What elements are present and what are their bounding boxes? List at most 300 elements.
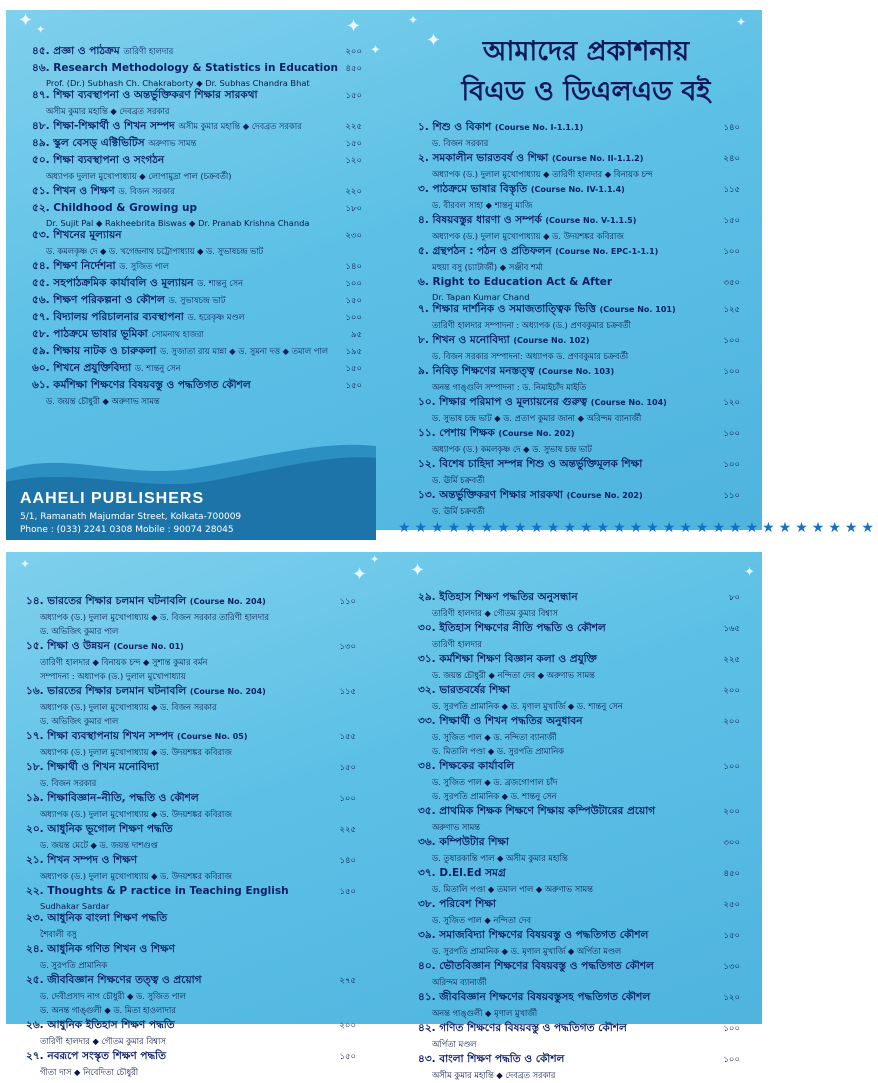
item-number: ৫৮. (32, 328, 50, 340)
book-entry[interactable] (32, 310, 362, 327)
book-price: ১৫০ (345, 91, 362, 101)
item-number: ৩২. (418, 684, 436, 696)
book-price: ১৫০ (339, 763, 356, 773)
book-price: ১৫০ (345, 296, 362, 306)
book-entry[interactable] (418, 151, 740, 182)
item-number: ২৭. (26, 1050, 44, 1062)
book-title: গণিত শিক্ষণের বিষয়বস্তু ও পদ্ধতিগত কৌশল (439, 1022, 627, 1034)
star-icon: ✦ (370, 553, 380, 566)
book-title-line (32, 276, 362, 293)
star-icon: ✦ (744, 565, 755, 580)
book-price: ৮০ (728, 593, 740, 603)
book-title: Right to Education Act & After (432, 276, 613, 288)
star-icon: ✦ (352, 564, 368, 585)
book-title-line (26, 942, 356, 959)
book-authors: ড. অভিজিৎ কুমার পাল (40, 716, 119, 726)
book-title-line (418, 426, 740, 443)
book-title: শিখন ও শিক্ষণ (53, 185, 115, 197)
book-entry[interactable] (32, 327, 362, 344)
book-title-line (418, 120, 740, 137)
book-authors: গীতা দাস ◆ নিবেদিতা চৌধুরী (40, 1067, 139, 1077)
item-number: ৪২. (418, 1022, 436, 1034)
book-title-line (418, 488, 740, 505)
book-authors: তারিণী হালদার (123, 46, 174, 56)
book-price: ৪৫০ (345, 64, 362, 74)
book-authors: ড. অনন্ত গাঙ্গুলী ◆ ড. মিতা হাওলাদার (40, 1005, 176, 1015)
book-price: ১০০ (723, 762, 740, 772)
book-entry[interactable] (418, 182, 740, 213)
book-price: ১০০ (723, 247, 740, 257)
book-title: পেশায় শিক্ষক (439, 427, 495, 439)
book-title-line (418, 714, 740, 731)
item-number: ৭. (418, 303, 429, 315)
item-number: ১৮. (26, 761, 44, 773)
book-title: শিক্ষণ পরিকল্পনা ও কৌশল (53, 294, 165, 306)
course-code: (Course No. 204) (189, 597, 266, 606)
book-title-line (26, 760, 356, 777)
book-title-line (32, 201, 362, 218)
item-number: ৪৮. (32, 120, 50, 132)
book-authors: ড. মিতালি পণ্ডা ◆ তমাল পাল ◆ অরুণাভ সামন্ত (432, 884, 593, 894)
book-price: ৪৫০ (723, 869, 740, 879)
book-entry[interactable] (26, 729, 356, 760)
item-number: ৬১. (32, 379, 50, 391)
book-entry[interactable] (26, 639, 356, 684)
book-entry[interactable] (418, 1052, 740, 1083)
book-entry[interactable] (418, 244, 740, 275)
book-price: ১১৫ (339, 687, 356, 697)
book-authors: মহুয়া বসু (চ্যাটার্জী) ◆ সঞ্জীব শর্মা (432, 262, 543, 272)
star-icon: ✦ (426, 30, 442, 51)
book-price: ২০০ (345, 47, 362, 57)
book-entry[interactable] (26, 1049, 356, 1080)
publisher-phone: Phone : (033) 2241 0308 Mobile : 90074 28045 (20, 525, 234, 535)
book-authors: ড. দেবীপ্রসাদ নাগ চৌধুরী ◆ ড. সুজিত পাল (40, 991, 186, 1001)
book-entry[interactable] (418, 959, 740, 990)
item-number: ২৪. (26, 943, 44, 955)
star-icon: ✦ (408, 13, 419, 27)
book-entry[interactable] (418, 866, 740, 897)
book-entry[interactable] (26, 684, 356, 729)
book-entry[interactable] (32, 119, 362, 136)
headline (436, 32, 736, 112)
item-number: ১৪. (26, 595, 44, 607)
book-authors: তারিণী হালদার ◆ গৌতম কুমার বিশ্বাস (432, 608, 558, 618)
publisher-banner (6, 440, 376, 540)
book-title-line (32, 119, 362, 136)
book-entry[interactable] (32, 88, 362, 119)
book-price: ১০০ (345, 313, 362, 323)
course-code: (Course No. 101) (599, 305, 676, 314)
book-title-line (418, 395, 740, 412)
book-authors: অধ্যাপক (ড.) দুলাল মুখোপাধ্যায় ◆ ড. বিজন সরকার তারিণী হালদার (40, 612, 269, 622)
course-code: (Course No. V-1.1.5) (545, 216, 637, 225)
book-title: ভারতের শিক্ষার চলমান ঘটনাবলি (47, 595, 187, 607)
book-entry[interactable] (418, 364, 740, 395)
item-number: ৫. (418, 245, 429, 257)
book-title-line (26, 594, 356, 611)
book-entry[interactable] (32, 361, 362, 378)
course-code: (Course No. II-1.1.2) (552, 154, 644, 163)
publisher-name: AAHELI PUBLISHERS (20, 490, 205, 507)
book-authors: অর্পিতা মণ্ডল (432, 1039, 477, 1049)
book-price: ১৫৫ (339, 732, 356, 742)
book-price: ১৬৫ (723, 624, 740, 634)
book-entry[interactable] (418, 333, 740, 364)
book-title: নবরূপে সংস্কৃত শিক্ষণ পদ্ধতি (47, 1050, 167, 1062)
book-entry[interactable] (418, 652, 740, 683)
book-entry[interactable] (418, 457, 740, 488)
book-title-line (26, 639, 356, 656)
item-number: ২০. (26, 823, 44, 835)
book-entry[interactable] (26, 853, 356, 884)
book-price: ২০০ (723, 717, 740, 727)
book-title: আধুনিক বাংলা শিক্ষণ পদ্ধতি (47, 912, 168, 924)
book-authors: ড. কমলকৃষ্ণ দে ◆ ড. খগেন্দ্রনাথ চট্টোপাধ্যায় ◆ ড. সুভাষচন্দ্র ভাট (46, 246, 264, 256)
book-authors: তারিণী হালদার ◆ গৌতম কুমার বিশ্বাস (40, 1036, 166, 1046)
book-authors: শৈবালী বসু (40, 929, 77, 939)
book-entry[interactable] (32, 344, 362, 361)
book-title-line (32, 259, 362, 276)
book-title-line (418, 1021, 740, 1038)
book-title-line (32, 361, 362, 378)
book-authors: ড. তুষারকান্তি পাল ◆ অসীম কুমার মহান্তি (432, 853, 568, 863)
book-price: ২৪০ (723, 154, 740, 164)
item-number: ২৯. (418, 591, 436, 603)
book-price: ২৩০ (345, 231, 362, 241)
book-entry[interactable] (32, 44, 362, 61)
book-entry[interactable] (418, 302, 740, 333)
book-title: শিক্ষায় নাটক ও চারুকলা (53, 345, 157, 357)
book-title-line (418, 959, 740, 976)
book-title-line (418, 151, 740, 168)
book-title: ভারতের শিক্ষার চলমান ঘটনাবলি (47, 685, 187, 697)
book-title: শিক্ষণ নির্দেশনা (53, 260, 116, 272)
book-price: ১২০ (723, 993, 740, 1003)
book-title: কর্মশিক্ষা শিক্ষণের বিষয়বস্তু ও পদ্ধতিগত কৌশল (53, 379, 251, 391)
book-entry[interactable] (32, 61, 362, 88)
item-number: ৩৭. (418, 867, 436, 879)
item-number: ৫৫. (32, 277, 50, 289)
book-authors: ড. শান্তনু সেন (134, 363, 181, 373)
book-title-line (26, 729, 356, 746)
star-icon: ✦ (346, 16, 362, 37)
star-icon: ✦ (410, 560, 426, 581)
book-entry[interactable] (418, 990, 740, 1021)
item-number: ১৫. (26, 640, 44, 652)
item-number: ৩০. (418, 622, 436, 634)
book-price: ৯৫ (350, 330, 362, 340)
book-price: ১৯৫ (345, 347, 362, 357)
book-title-line (32, 344, 362, 361)
item-number: ২১. (26, 854, 44, 866)
book-title-line (32, 153, 362, 170)
book-title: আধুনিক গণিত শিখন ও শিক্ষণ (47, 943, 175, 955)
item-number: ৯. (418, 365, 429, 377)
book-title: D.El.Ed সমগ্র (439, 867, 506, 879)
star-icon: ✦ (18, 10, 34, 31)
book-authors: Prof. (Dr.) Subhash Ch. Chakraborty ◆ Dr. Subhas Chandra Bhat (46, 78, 310, 88)
book-title-line (26, 853, 356, 870)
book-price: ১২০ (345, 156, 362, 166)
book-entry[interactable] (26, 594, 356, 639)
book-title-line (418, 866, 740, 883)
book-title: জীববিজ্ঞান শিক্ষণের বিষয়বস্তুসহ পদ্ধতিগত কৌশল (439, 991, 651, 1003)
book-title-line (32, 293, 362, 310)
book-authors: তারিণী হালদার সম্পাদনা : অধ্যাপক (ড.) প্রণবকুমার চক্রবর্তী (432, 320, 631, 330)
book-entry[interactable] (418, 835, 740, 866)
book-entry[interactable] (418, 714, 740, 759)
book-title-line (26, 1049, 356, 1066)
item-number: ৪৩. (418, 1053, 436, 1065)
book-title: বিষয়বস্তুর ধারণা ও সম্পর্ক (432, 214, 542, 226)
book-entry[interactable] (32, 136, 362, 153)
book-entry[interactable] (32, 378, 362, 409)
item-number: ৩৬. (418, 836, 436, 848)
book-title-line (418, 457, 740, 474)
book-entry[interactable] (418, 683, 740, 714)
book-entry[interactable] (32, 153, 362, 184)
book-price: ১৫০ (345, 139, 362, 149)
book-authors: ড. জয়ন্ত চৌধুরী ◆ নন্দিতা দেব ◆ অরুণাভ সামন্ত (432, 670, 595, 680)
book-entry[interactable] (418, 759, 740, 804)
book-title-line (418, 759, 740, 776)
book-entry[interactable] (418, 488, 740, 519)
item-number: ১০. (418, 396, 436, 408)
book-authors: ড. সুভাষ চন্দ্র ভাট ◆ ড. প্রতাপ কুমার জানা ◆ অরিন্দম ব্যানার্জী (432, 413, 642, 423)
book-title: সহপাঠক্রমিক কার্যাবলি ও মূল্যায়ন (53, 277, 194, 289)
course-code: (Course No. 202) (566, 491, 643, 500)
book-title: কর্মশিক্ষা শিক্ষণ বিজ্ঞান কলা ও প্রযুক্তি (439, 653, 597, 665)
book-entry[interactable] (32, 228, 362, 259)
book-price: ১৫০ (339, 887, 356, 897)
book-entry[interactable] (26, 760, 356, 791)
book-list-right (418, 590, 740, 1083)
book-price: ১০০ (339, 794, 356, 804)
item-number: ৬. (418, 276, 429, 288)
item-number: ৪৯. (32, 137, 50, 149)
book-price: ১০০ (723, 367, 740, 377)
book-authors: অসীম কুমার মহান্তি ◆ দেবব্রত সরকার (46, 106, 170, 116)
book-title: বাংলা শিক্ষণ পদ্ধতি ও কৌশল (439, 1053, 565, 1065)
book-price: ১৫০ (339, 1052, 356, 1062)
book-price: ২৫০ (723, 900, 740, 910)
item-number: ৮. (418, 334, 429, 346)
book-authors: ড. মিতালি পণ্ডা ◆ ড. সুরপতি প্রামানিক (432, 746, 564, 756)
book-list-right (418, 120, 740, 519)
course-code: (Course No. 204) (189, 687, 266, 696)
book-title: শিক্ষা-শিক্ষার্থী ও শিখন সম্পদ (53, 120, 175, 132)
book-price: ১০০ (723, 429, 740, 439)
book-price: ১৪০ (339, 856, 356, 866)
item-number: ৪. (418, 214, 429, 226)
book-price: ১০০ (723, 336, 740, 346)
item-number: ২৫. (26, 974, 44, 986)
book-entry[interactable] (26, 942, 356, 973)
item-number: ৩১. (418, 653, 436, 665)
book-title-line (32, 88, 362, 105)
book-title: শিখনে প্রযুক্তিবিদ্যা (53, 362, 132, 374)
book-price: ১১৫ (723, 185, 740, 195)
item-number: ৬০. (32, 362, 50, 374)
item-number: ৩. (418, 183, 429, 195)
book-title-line (26, 1018, 356, 1035)
book-authors: তারিণী হালদার (432, 639, 482, 649)
book-entry[interactable] (26, 822, 356, 853)
book-title: ইতিহাস শিক্ষণ পদ্ধতির অনুসন্ধান (439, 591, 578, 603)
book-authors: ড. বিজন সরকার (432, 138, 489, 148)
book-title-line (26, 791, 356, 808)
book-price: ১২০ (723, 398, 740, 408)
item-number: ২৩. (26, 912, 44, 924)
book-authors: ড. জয়ন্ত মেটে ◆ ড. জয়ন্ত দাশগুপ্ত (40, 840, 158, 850)
book-authors: ড. সুজিত পাল ◆ ড. ব্রজগোপাল চাঁদ (432, 777, 558, 787)
book-price: ৩০০ (723, 838, 740, 848)
book-price: ২৭৫ (339, 976, 356, 986)
book-entry[interactable] (418, 395, 740, 426)
book-title: নিবিড় শিক্ষণের মনস্তত্ত্ব (432, 365, 535, 377)
book-price: ১২৫ (723, 305, 740, 315)
star-icon: ✦ (20, 557, 31, 571)
book-title-line (418, 590, 740, 607)
book-title: ভৌতবিজ্ঞান শিক্ষণের বিষয়বস্তু ও পদ্ধতিগত কৌশল (439, 960, 654, 972)
item-number: ৫১. (32, 185, 50, 197)
book-entry[interactable] (26, 791, 356, 822)
book-price: ২২৫ (345, 122, 362, 132)
book-entry[interactable] (32, 276, 362, 293)
item-number: ৫৪. (32, 260, 50, 272)
book-list-left (26, 594, 356, 1080)
book-title: শিখনের মূল্যায়ন (53, 229, 122, 241)
book-entry[interactable] (26, 1018, 356, 1049)
book-title-line (26, 684, 356, 701)
book-entry[interactable] (32, 293, 362, 310)
book-title: জীববিজ্ঞান শিক্ষণের তত্ত্ব ও প্রয়োগ (47, 974, 202, 986)
book-entry[interactable] (418, 213, 740, 244)
book-entry[interactable] (418, 275, 740, 302)
book-title: শিখন ও মনোবিদ্যা (432, 334, 510, 346)
book-price: ২২৫ (339, 825, 356, 835)
book-entry[interactable] (418, 590, 740, 621)
book-authors: ড. হরেকৃষ্ণ মণ্ডল (187, 312, 245, 322)
book-title-line (418, 835, 740, 852)
book-authors: ড. সুরপতি প্রামানিক ◆ ড. মৃণাল মুখার্জি ◆ অর্পিতা মণ্ডল (432, 946, 622, 956)
item-number: ৪১. (418, 991, 436, 1003)
book-authors: সোমনাথ হাজরা (151, 329, 204, 339)
course-code: (Course No. 202) (498, 429, 575, 438)
item-number: ৫৬. (32, 294, 50, 306)
item-number: ৫৩. (32, 229, 50, 241)
book-entry[interactable] (418, 621, 740, 652)
book-title-line (418, 990, 740, 1007)
book-authors: ড. বিজন সরকার সম্পাদনা: অধ্যাপক ড. প্রণবকুমার চক্রবর্তী (432, 351, 629, 361)
book-title-line (418, 804, 740, 821)
catalog-page-bottom (0, 548, 768, 1080)
book-authors: ড. সুজিত পাল ◆ নন্দিতা দেব (432, 915, 531, 925)
item-number: ৪৫. (32, 45, 50, 57)
book-authors: ড. বিজন সরকার (118, 186, 175, 196)
book-title-line (32, 228, 362, 245)
book-title: শিক্ষাবিজ্ঞান–নীতি, পদ্ধতি ও কৌশল (47, 792, 199, 804)
book-title: প্রাথমিক শিক্ষক শিক্ষণে শিক্ষায় কম্পিউটারের প্রয়োগ (439, 805, 656, 817)
book-authors: ড. সুজিত পাল (119, 261, 169, 271)
book-authors: অনন্ত গাঙ্গুলী ◆ মৃণাল মুখার্জী (432, 1008, 538, 1018)
book-entry[interactable] (418, 1021, 740, 1052)
book-title-line (418, 244, 740, 261)
book-price: ১১০ (339, 597, 356, 607)
book-entry[interactable] (418, 928, 740, 959)
book-title: শিক্ষা ব্যবস্থাপনায় শিখন সম্পদ (47, 730, 174, 742)
book-price: ১০০ (723, 460, 740, 470)
book-price: ১০০ (723, 1055, 740, 1065)
book-title: শিশু ও বিকাশ (432, 121, 492, 133)
book-authors: অসীম কুমার মহান্তি ◆ দেবব্রত সরকার (178, 121, 302, 131)
book-price: ১৮০ (345, 204, 362, 214)
book-title-line (418, 182, 740, 199)
book-title-line (32, 184, 362, 201)
book-price: ১৪০ (345, 262, 362, 272)
book-title: বিশেষ চাহিদা সম্পন্ন শিশু ও অন্তর্ভুক্তিমূলক শিক্ষা (439, 458, 643, 470)
course-code: (Course No. 01) (113, 642, 184, 651)
book-title: শিক্ষা ব্যবস্থাপনা ও সংগঠন (53, 154, 165, 166)
publisher-address: 5/1, Ramanath Majumdar Street, Kolkata-700009 (20, 512, 242, 522)
item-number: ৫০. (32, 154, 50, 166)
book-authors: Dr. Tapan Kumar Chand (432, 292, 530, 302)
book-title: আধুনিক ইতিহাস শিক্ষণ পদ্ধতি (47, 1019, 175, 1031)
book-title-line (418, 1052, 740, 1069)
item-number: ৪৭. (32, 89, 50, 101)
book-authors: Sudhakar Sardar (40, 901, 110, 911)
book-entry[interactable] (418, 897, 740, 928)
book-title: স্কুল বেসড্ এক্টিভিটিস (53, 137, 145, 149)
book-entry[interactable] (32, 201, 362, 228)
book-title-line (418, 364, 740, 381)
catalog-page-top (0, 0, 878, 538)
book-authors: অধ্যাপক (ড.) কমলকৃষ্ণ দে ◆ ড. সুভাষ চন্দ্র ভাট (432, 444, 592, 454)
book-title-line (418, 333, 740, 350)
book-entry[interactable] (26, 911, 356, 942)
book-authors: অধ্যাপক (ড.) দুলাল মুখোপাধ্যায় ◆ ড. উদয়শঙ্কর কবিরাজ (40, 809, 232, 819)
item-number: ৩৩. (418, 715, 436, 727)
book-title: শিক্ষা ও উন্নয়ন (47, 640, 110, 652)
book-title: শিক্ষার্থী ও শিখন পদ্ধতির অনুধাবন (439, 715, 583, 727)
item-number: ১২. (418, 458, 436, 470)
book-authors: ড. ঊর্মি চক্রবর্তী (432, 475, 485, 485)
book-title: শিখন সম্পদ ও শিক্ষণ (47, 854, 138, 866)
book-entry[interactable] (32, 184, 362, 201)
book-title: শিক্ষকের কার্যাবলি (439, 760, 515, 772)
book-entry[interactable] (418, 804, 740, 835)
item-number: ২৬. (26, 1019, 44, 1031)
book-entry[interactable] (26, 973, 356, 1018)
headline-line2: বিএড ও ডিএলএড বই (461, 76, 711, 107)
book-title: Thoughts & P ractice in Teaching English (47, 885, 289, 897)
book-price: ২০০ (723, 807, 740, 817)
item-number: ১. (418, 121, 429, 133)
book-entry[interactable] (418, 426, 740, 457)
course-code: (Course No. I-1.1.1) (494, 123, 584, 132)
book-title-line (418, 302, 740, 319)
book-price: ১৫০ (723, 931, 740, 941)
book-entry[interactable] (418, 120, 740, 151)
book-authors: অধ্যাপক (ড.) দুলাল মুখোপাধ্যায় ◆ তারিণী হালদার ◆ বিনায়ক চন্দ (432, 169, 653, 179)
book-title-line (418, 928, 740, 945)
book-authors: ড. সুজাতা রায় মান্না ◆ ড. সুমনা দত্ত ◆ তমাল পাল (159, 346, 328, 356)
book-title: সমাজবিদ্যা শিক্ষণের বিষয়বস্তু ও পদ্ধতিগত কৌশল (439, 929, 649, 941)
book-entry[interactable] (26, 884, 356, 911)
book-title: পাঠক্রমে ভাষার বিস্তৃতি (432, 183, 528, 195)
book-entry[interactable] (32, 259, 362, 276)
